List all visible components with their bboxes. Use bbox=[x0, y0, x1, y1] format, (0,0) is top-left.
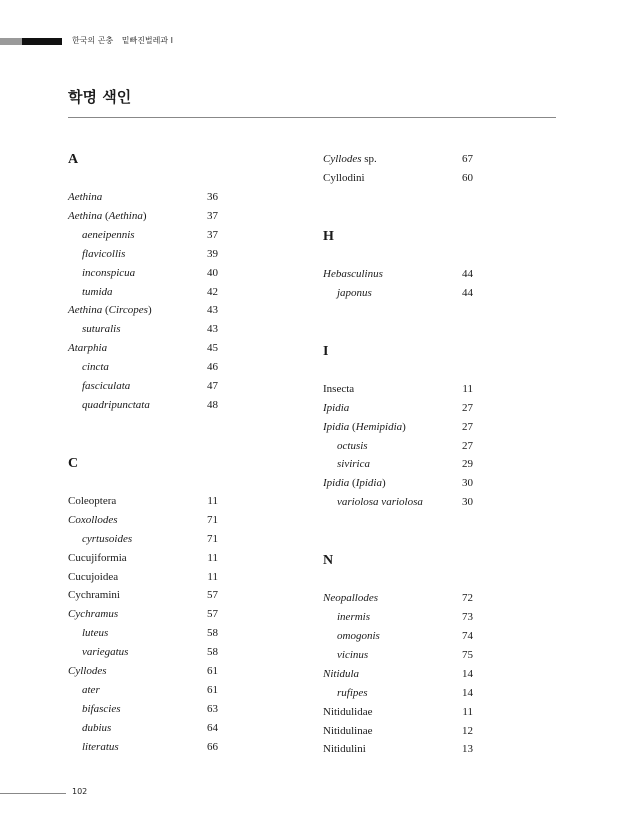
index-entry-page: 43 bbox=[207, 304, 218, 317]
index-entry bbox=[68, 247, 218, 261]
term-part: Atarphia bbox=[68, 342, 108, 355]
index-entry-term bbox=[68, 379, 130, 393]
index-entry-term bbox=[68, 190, 102, 204]
index-entry-page: 47 bbox=[207, 380, 218, 392]
index-entry-term bbox=[323, 705, 373, 719]
index-entry-term bbox=[68, 702, 121, 716]
index-entry bbox=[68, 360, 218, 374]
term-part: Coleoptera bbox=[68, 494, 117, 507]
index-entry-page: 63 bbox=[207, 702, 218, 715]
index-entry-term bbox=[323, 267, 383, 281]
index-entry-page: 27 bbox=[462, 439, 473, 452]
index-entry-term bbox=[323, 420, 406, 434]
index-entry-page: 71 bbox=[207, 532, 218, 545]
index-entry bbox=[323, 667, 473, 681]
term-part: ( bbox=[102, 304, 109, 317]
index-entry bbox=[68, 721, 218, 735]
index-entry bbox=[323, 267, 473, 281]
index-entry-page: 43 bbox=[207, 323, 218, 336]
index-entry-page: 61 bbox=[207, 665, 218, 677]
index-entry-page: 11 bbox=[207, 551, 218, 564]
index-entry-term bbox=[68, 588, 120, 602]
index-entry-term bbox=[68, 626, 108, 640]
index-entry-term bbox=[323, 686, 368, 700]
index-entry-term bbox=[68, 341, 107, 355]
index-entry-page: 75 bbox=[462, 648, 473, 661]
index-entry bbox=[68, 303, 218, 317]
term-part: cyrtusoides bbox=[82, 532, 133, 545]
index-entry-term bbox=[323, 724, 373, 738]
index-entry-term bbox=[323, 742, 366, 756]
index-letter-heading: I bbox=[323, 343, 329, 359]
term-part: Cucujiformia bbox=[68, 551, 127, 564]
index-entry bbox=[68, 570, 218, 584]
term-part: quadripunctata bbox=[82, 398, 150, 411]
index-entry bbox=[68, 645, 218, 659]
term-part: variolosa variolosa bbox=[337, 496, 423, 509]
index-entry-page: 71 bbox=[207, 513, 218, 526]
term-part: octusis bbox=[337, 439, 368, 452]
index-entry bbox=[323, 439, 473, 453]
term-part: ) bbox=[381, 477, 386, 490]
term-part: Cucujoidea bbox=[68, 570, 119, 583]
index-letter-heading: H bbox=[323, 228, 334, 244]
index-entry-page: 57 bbox=[207, 608, 218, 621]
index-entry-page: 44 bbox=[462, 286, 473, 299]
index-entry-term bbox=[68, 532, 132, 546]
term-part: ) bbox=[402, 420, 406, 433]
index-entry-page: 58 bbox=[207, 627, 218, 640]
index-entry-page: 46 bbox=[207, 361, 218, 374]
index-entry bbox=[323, 724, 473, 738]
index-entry bbox=[323, 420, 473, 434]
index-entry-page: 64 bbox=[207, 721, 218, 734]
term-part: omogonis bbox=[337, 630, 380, 642]
footer-rule bbox=[0, 793, 66, 794]
term-part: bifascies bbox=[82, 702, 121, 715]
index-entry-term bbox=[323, 286, 372, 300]
term-part: dubius bbox=[82, 721, 112, 734]
index-entry-page: 27 bbox=[462, 420, 473, 433]
index-entry bbox=[68, 494, 218, 508]
index-entry bbox=[323, 591, 473, 605]
index-entry bbox=[323, 629, 473, 643]
term-part: sivirica bbox=[337, 458, 370, 471]
index-entry-page: 39 bbox=[207, 247, 218, 260]
index-entry-term bbox=[68, 683, 100, 697]
index-entry-term bbox=[68, 664, 107, 678]
term-part: Aethina bbox=[68, 304, 103, 317]
term-part: Nitidulinae bbox=[323, 724, 373, 737]
index-entry-page: 58 bbox=[207, 646, 218, 659]
index-entry-page: 14 bbox=[462, 686, 473, 699]
index-entry-term bbox=[323, 495, 423, 509]
index-entry-page: 73 bbox=[462, 611, 473, 624]
term-part: variegatus bbox=[82, 646, 129, 659]
index-entry-page: 30 bbox=[462, 477, 473, 490]
index-entry-page: 13 bbox=[462, 743, 473, 756]
index-entry bbox=[323, 476, 473, 490]
index-entry-page: 11 bbox=[207, 494, 218, 507]
term-part: japonus bbox=[337, 286, 372, 299]
term-part: ) bbox=[142, 209, 147, 222]
term-part: cincta bbox=[82, 361, 109, 374]
index-entry bbox=[68, 285, 218, 299]
index-entry bbox=[323, 742, 473, 756]
index-entry-term bbox=[323, 629, 380, 643]
header-black-bar bbox=[22, 38, 62, 45]
index-entry-page: 42 bbox=[207, 285, 218, 298]
running-header-book: 한국의 곤충 bbox=[72, 36, 114, 45]
term-part: Coxollodes bbox=[68, 513, 118, 526]
term-part: ( bbox=[349, 420, 356, 433]
index-entry-page: 61 bbox=[207, 683, 218, 696]
index-entry-term bbox=[68, 247, 125, 261]
index-entry bbox=[68, 664, 218, 678]
index-letter-heading: C bbox=[68, 455, 79, 471]
index-entry bbox=[68, 209, 218, 223]
term-part: aeneipennis bbox=[82, 228, 135, 241]
index-entry bbox=[68, 626, 218, 640]
term-part: Insecta bbox=[323, 382, 355, 395]
term-part: Ipidia bbox=[323, 477, 350, 490]
index-entry-page: 74 bbox=[462, 630, 473, 642]
term-part: vicinus bbox=[337, 648, 369, 661]
term-part: flavicollis bbox=[82, 247, 126, 260]
term-part: Nitidulini bbox=[323, 743, 366, 756]
index-entry-term bbox=[68, 494, 116, 508]
term-part: Cychramus bbox=[68, 608, 119, 621]
index-entry-term bbox=[323, 667, 359, 681]
index-entry-term bbox=[323, 610, 370, 624]
term-part: fasciculata bbox=[82, 380, 131, 392]
header-gray-bar bbox=[0, 38, 22, 45]
term-part: sp. bbox=[361, 153, 377, 165]
index-entry-page: 57 bbox=[207, 589, 218, 602]
index-entry-page: 44 bbox=[462, 267, 473, 280]
index-entry bbox=[68, 683, 218, 697]
term-part: inermis bbox=[337, 611, 370, 624]
page-title: 학명 색인 bbox=[68, 88, 132, 106]
term-part: Ipidia bbox=[323, 401, 350, 414]
index-entry-page: 48 bbox=[207, 398, 218, 411]
term-part: literatus bbox=[82, 740, 119, 753]
index-entry bbox=[68, 341, 218, 355]
index-entry-term bbox=[68, 513, 118, 527]
index-entry bbox=[68, 398, 218, 412]
term-part: ater bbox=[82, 683, 100, 696]
index-entry-term bbox=[68, 285, 113, 299]
running-header bbox=[72, 35, 179, 46]
term-part: Circopes bbox=[108, 304, 148, 317]
term-part: ( bbox=[349, 477, 356, 490]
index-entry-page: 30 bbox=[462, 496, 473, 509]
index-entry-term bbox=[323, 171, 365, 185]
index-entry-term bbox=[323, 648, 368, 662]
index-entry-page: 11 bbox=[462, 382, 473, 395]
index-entry-term bbox=[68, 645, 128, 659]
index-entry-page: 67 bbox=[462, 153, 473, 165]
term-part: Ipidia bbox=[323, 420, 350, 433]
index-entry-term bbox=[68, 228, 135, 242]
index-entry-term bbox=[323, 591, 378, 605]
index-entry-page: 14 bbox=[462, 667, 473, 680]
index-entry bbox=[68, 740, 218, 754]
index-entry-page: 40 bbox=[207, 266, 218, 279]
index-entry bbox=[323, 705, 473, 719]
term-part: Cyllodes bbox=[68, 665, 107, 677]
index-entry-term bbox=[68, 360, 109, 374]
index-entry-term bbox=[323, 439, 368, 453]
term-part: Nitidulidae bbox=[323, 705, 373, 718]
index-entry bbox=[68, 588, 218, 602]
index-letter-heading: N bbox=[323, 553, 334, 569]
title-divider bbox=[68, 117, 556, 118]
index-entry-page: 11 bbox=[462, 705, 473, 718]
term-part: Cychramini bbox=[68, 589, 120, 602]
term-part: Nitidula bbox=[323, 667, 360, 680]
index-entry-page: 37 bbox=[207, 209, 218, 222]
term-part: suturalis bbox=[82, 323, 121, 336]
term-part: luteus bbox=[82, 627, 109, 640]
index-entry-page: 12 bbox=[462, 724, 473, 737]
page-number: 102 bbox=[72, 787, 88, 796]
term-part: Aethina bbox=[68, 191, 103, 203]
index-entry-page: 60 bbox=[462, 171, 473, 184]
index-entry-term bbox=[323, 382, 354, 396]
index-entry-term bbox=[68, 303, 152, 317]
term-part: Cyllodes bbox=[323, 153, 362, 165]
index-entry bbox=[68, 551, 218, 565]
index-entry bbox=[68, 190, 218, 204]
index-entry-page: 66 bbox=[207, 740, 218, 753]
index-entry-term bbox=[68, 551, 127, 565]
index-entry-page: 37 bbox=[207, 228, 218, 241]
index-entry bbox=[323, 610, 473, 624]
term-part: Ipidia bbox=[355, 477, 382, 490]
index-entry bbox=[68, 322, 218, 336]
index-entry-term bbox=[68, 322, 121, 336]
term-part: Neopallodes bbox=[323, 592, 378, 605]
term-part: Aethina bbox=[68, 209, 103, 222]
index-entry bbox=[323, 648, 473, 662]
index-entry bbox=[68, 532, 218, 546]
index-entry-term bbox=[68, 398, 150, 412]
index-entry-term bbox=[68, 570, 118, 584]
index-entry bbox=[323, 286, 473, 300]
term-part: Hebasculinus bbox=[323, 267, 383, 280]
index-entry-term bbox=[323, 401, 349, 415]
term-part: Aethina bbox=[108, 209, 143, 222]
term-part: rufipes bbox=[337, 686, 368, 699]
index-entry bbox=[323, 382, 473, 396]
term-part: Cyllodini bbox=[323, 171, 365, 184]
index-entry bbox=[323, 495, 473, 509]
index-entry bbox=[68, 607, 218, 621]
term-part: Hemipidia bbox=[355, 420, 403, 433]
index-entry bbox=[323, 171, 473, 185]
index-entry bbox=[68, 379, 218, 393]
index-entry bbox=[68, 266, 218, 280]
term-part: inconspicua bbox=[82, 266, 136, 279]
index-letter-heading: A bbox=[68, 152, 79, 167]
index-entry bbox=[323, 686, 473, 700]
index-entry bbox=[323, 401, 473, 415]
index-entry bbox=[68, 228, 218, 242]
index-entry bbox=[323, 152, 473, 166]
index-entry-term bbox=[323, 457, 370, 471]
index-entry-page: 45 bbox=[207, 342, 218, 355]
index-entry-page: 27 bbox=[462, 401, 473, 414]
index-entry-term bbox=[68, 607, 118, 621]
index-entry bbox=[323, 457, 473, 471]
term-part: tumida bbox=[82, 285, 113, 298]
index-entry-term bbox=[68, 266, 135, 280]
index-entry bbox=[68, 702, 218, 716]
term-part: ) bbox=[147, 304, 152, 317]
index-entry-page: 72 bbox=[462, 592, 473, 605]
index-entry-term bbox=[68, 721, 111, 735]
index-entry bbox=[68, 513, 218, 527]
index-entry-page: 29 bbox=[462, 458, 473, 471]
term-part: ( bbox=[102, 209, 109, 222]
index-entry-page: 11 bbox=[207, 570, 218, 583]
running-header-volume: 밑빠진벌레과 I bbox=[121, 36, 174, 45]
index-entry-term bbox=[323, 476, 386, 490]
index-entry-term bbox=[68, 209, 147, 223]
index-entry-page: 36 bbox=[207, 191, 218, 203]
index-entry-term bbox=[323, 152, 377, 166]
index-entry-term bbox=[68, 740, 119, 754]
